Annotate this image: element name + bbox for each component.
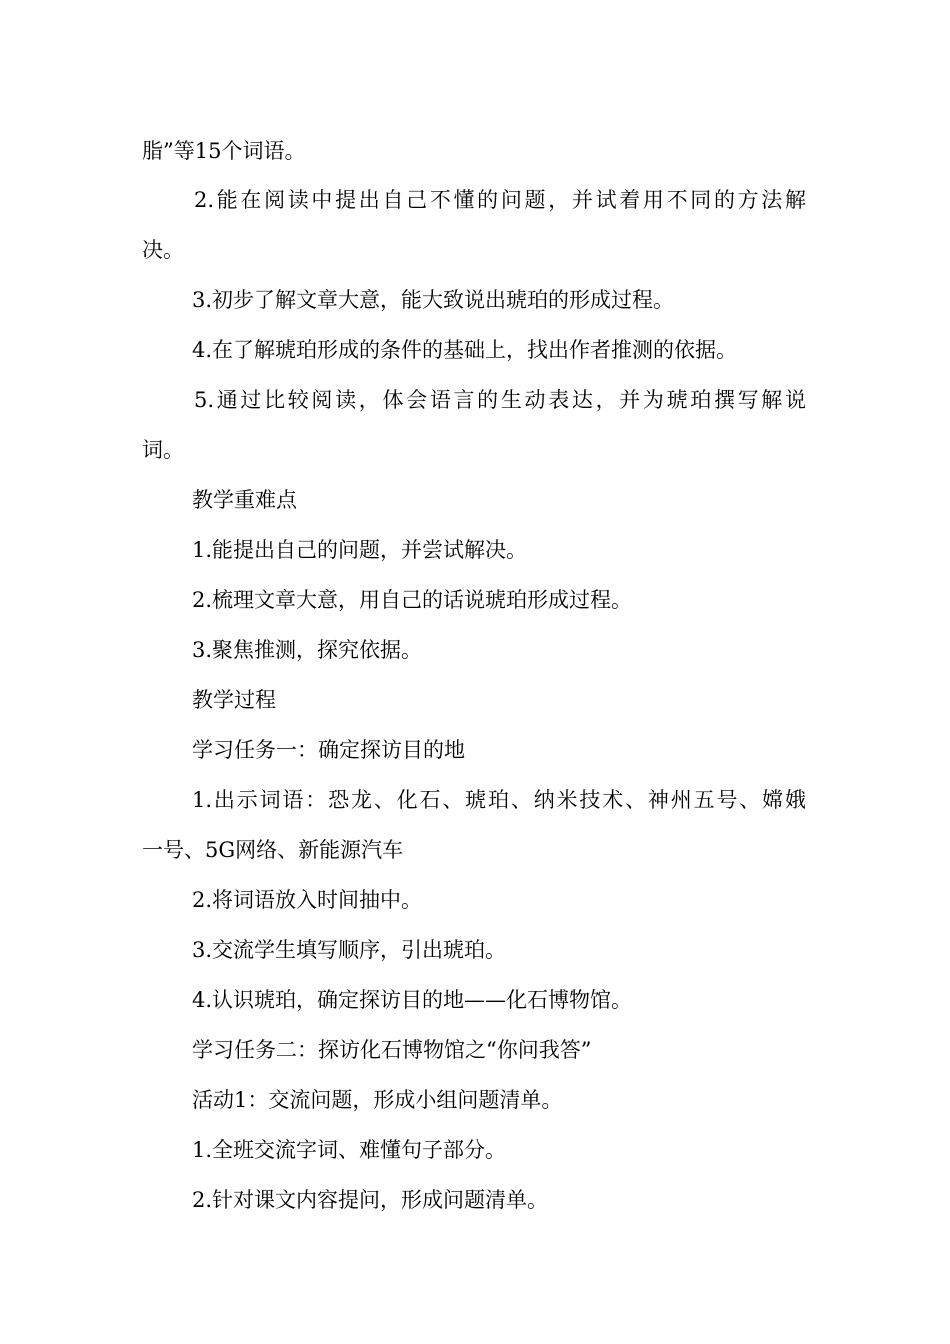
text-line: 1.出示词语：恐龙、化石、琥珀、纳米技术、神州五号、嫦娥 <box>192 788 806 812</box>
text-line: 脂”等15个词语。 <box>142 139 306 163</box>
section-heading: 教学重难点 <box>192 488 297 512</box>
text-line: 1.全班交流字词、难懂句子部分。 <box>192 1138 507 1162</box>
text-line: 3.交流学生填写顺序，引出琥珀。 <box>192 938 507 962</box>
text-line: 4.在了解琥珀形成的条件的基础上，找出作者推测的依据。 <box>192 338 738 362</box>
text-line: 一号、5G网络、新能源汽车 <box>142 838 404 862</box>
task-heading: 学习任务二：探访化石博物馆之“你问我答” <box>192 1038 592 1062</box>
text-line: 4.认识琥珀，确定探访目的地——化石博物馆。 <box>192 988 633 1012</box>
task-heading: 学习任务一：确定探访目的地 <box>192 738 465 762</box>
text-line: 决。 <box>142 238 184 262</box>
text-line: 词。 <box>142 438 184 462</box>
text-line: 2.针对课文内容提问，形成问题清单。 <box>192 1188 549 1212</box>
section-heading: 教学过程 <box>192 688 276 712</box>
text-line: 3.聚焦推测，探究依据。 <box>192 638 423 662</box>
text-line: 2.能在阅读中提出自己不懂的问题，并试着用不同的方法解 <box>194 188 806 212</box>
text-line: 2.梳理文章大意，用自己的话说琥珀形成过程。 <box>192 588 633 612</box>
text-line: 5.通过比较阅读，体会语言的生动表达，并为琥珀撰写解说 <box>194 388 806 412</box>
activity-heading: 活动1：交流问题，形成小组问题清单。 <box>192 1088 563 1112</box>
text-line: 3.初步了解文章大意，能大致说出琥珀的形成过程。 <box>192 288 675 312</box>
text-line: 1.能提出自己的问题，并尝试解决。 <box>192 538 528 562</box>
text-line: 2.将词语放入时间抽中。 <box>192 888 423 912</box>
